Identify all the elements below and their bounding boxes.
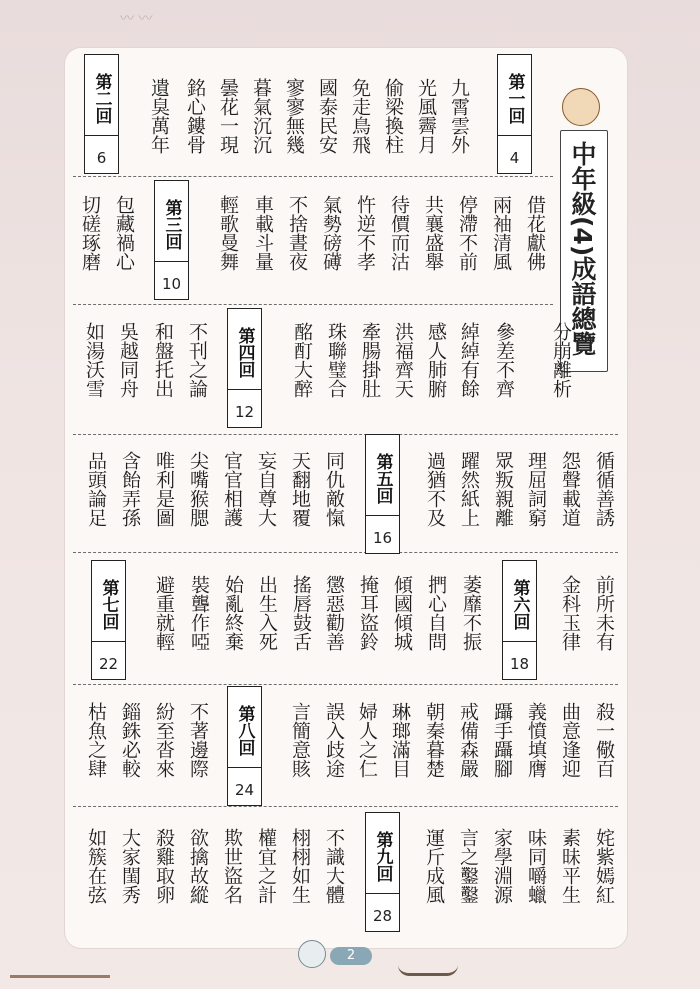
idiom: 如簇在弦: [85, 828, 107, 904]
idiom: 共襄盛舉: [422, 195, 444, 271]
chapter-title: 第九回: [366, 817, 399, 894]
idiom: 珠聯璧合: [325, 322, 347, 398]
idiom: 婦人之仁: [356, 702, 378, 778]
chapter-title: 第六回: [503, 565, 536, 642]
page-number: 2: [330, 947, 372, 965]
chapter-tag-6: [502, 560, 537, 680]
idiom: 循循善誘: [593, 451, 615, 527]
idiom: 掩耳盜鈴: [357, 575, 379, 651]
idiom: 紛至沓來: [153, 702, 175, 778]
idiom: 光風霽月: [415, 78, 437, 154]
chapter-page: 18: [509, 655, 530, 673]
idiom: 氣勢磅礡: [320, 195, 342, 271]
idiom: 言簡意賅: [289, 702, 311, 778]
idiom: 免走鳥飛: [349, 78, 371, 154]
idiom: 綽綽有餘: [458, 322, 480, 398]
section-divider: [73, 176, 553, 177]
idiom: 官官相護: [221, 451, 243, 527]
idiom: 分崩離析: [550, 322, 572, 398]
idiom: 朝秦暮楚: [423, 702, 445, 778]
chapter-tag-7: [91, 560, 126, 680]
idiom: 銘心鏤骨: [184, 78, 206, 154]
idiom: 味同嚼蠟: [525, 828, 547, 904]
idiom: 欲擒故縱: [187, 828, 209, 904]
idiom: 前所未有: [593, 575, 615, 651]
idiom: 運斤成風: [423, 828, 445, 904]
idiom: 言之鑿鑿: [457, 828, 479, 904]
idiom: 偷梁換柱: [382, 78, 404, 154]
idiom: 眾叛親離: [492, 451, 514, 527]
idiom: 牽腸掛肚: [359, 322, 381, 398]
idiom: 避重就輕: [153, 575, 175, 651]
boat-illustration: [398, 965, 458, 976]
chapter-title: 第八回: [228, 691, 261, 768]
idiom: 暮氣沉沉: [250, 78, 272, 154]
idiom: 躡手躡腳: [491, 702, 513, 778]
idiom: 酩酊大醉: [291, 322, 313, 398]
idiom: 大家閨秀: [119, 828, 141, 904]
chapter-page: 16: [372, 529, 393, 547]
idiom: 素昧平生: [559, 828, 581, 904]
top-bird-decoration: 〰 〰: [120, 11, 153, 27]
idiom: 怨聲載道: [559, 451, 581, 527]
idiom: 理屈詞窮: [525, 451, 547, 527]
idiom: 不刊之論: [186, 322, 208, 398]
idiom: 待價而沽: [388, 195, 410, 271]
chapter-title: 第五回: [366, 439, 399, 516]
idiom: 琳瑯滿目: [389, 702, 411, 778]
idiom: 裝聾作啞: [188, 575, 210, 651]
idiom: 始亂終棄: [222, 575, 244, 651]
idiom: 借花獻佛: [524, 195, 546, 271]
idiom: 切磋琢磨: [79, 195, 101, 271]
idiom: 遺臭萬年: [148, 78, 170, 154]
idiom: 含飴弄孫: [119, 451, 141, 527]
idiom: 曲意逢迎: [559, 702, 581, 778]
chapter-tag-3: [154, 180, 189, 300]
idiom: 姹紫嫣紅: [593, 828, 615, 904]
chapter-tag-5: [365, 434, 400, 554]
idiom: 九霄雲外: [448, 78, 470, 154]
idiom: 權宜之計: [255, 828, 277, 904]
chapter-page: 10: [161, 275, 182, 293]
chapter-title: 第二回: [85, 59, 118, 136]
chapter-page: 4: [509, 149, 520, 167]
chapter-page: 12: [234, 403, 255, 421]
idiom: 洪福齊天: [392, 322, 414, 398]
idiom: 懲惡勸善: [323, 575, 345, 651]
idiom: 欺世盜名: [221, 828, 243, 904]
section-divider: [73, 304, 553, 305]
idiom: 捫心自問: [425, 575, 447, 651]
idiom: 枯魚之肆: [85, 702, 107, 778]
idiom: 不捨晝夜: [286, 195, 308, 271]
idiom: 金科玉律: [559, 575, 581, 651]
chapter-tag-8: [227, 686, 262, 806]
chapter-page: 6: [96, 149, 107, 167]
idiom: 戒備森嚴: [457, 702, 479, 778]
idiom: 搖唇鼓舌: [290, 575, 312, 651]
idiom: 品頭論足: [85, 451, 107, 527]
idiom: 義憤填膺: [525, 702, 547, 778]
idiom: 栩栩如生: [289, 828, 311, 904]
idiom: 家學淵源: [491, 828, 513, 904]
chapter-title: 第四回: [228, 313, 261, 390]
section-divider: [73, 552, 618, 553]
temple-illustration: [10, 935, 110, 978]
idiom: 殺一儆百: [593, 702, 615, 778]
chapter-page: 24: [234, 781, 255, 799]
idiom: 曇花一現: [217, 78, 239, 154]
section-divider: [73, 806, 618, 807]
idiom: 和盤托出: [152, 322, 174, 398]
idiom: 忤逆不孝: [354, 195, 376, 271]
chapter-title: 第一回: [498, 59, 531, 136]
idiom: 萎靡不振: [460, 575, 482, 651]
idiom: 出生入死: [256, 575, 278, 651]
idiom: 躍然紙上: [458, 451, 480, 527]
idiom: 參差不齊: [493, 322, 515, 398]
chapter-title: 第七回: [92, 565, 125, 642]
idiom: 錙銖必較: [119, 702, 141, 778]
idiom: 包藏禍心: [113, 195, 135, 271]
idiom: 天翻地覆: [289, 451, 311, 527]
idiom: 唯利是圖: [153, 451, 175, 527]
idiom: 尖嘴猴腮: [187, 451, 209, 527]
section-divider: [73, 434, 618, 435]
idiom: 寥寥無幾: [283, 78, 305, 154]
chapter-page: 28: [372, 907, 393, 925]
idiom: 車載斗量: [252, 195, 274, 271]
chapter-tag-4: [227, 308, 262, 428]
idiom: 誤入歧途: [323, 702, 345, 778]
idiom: 停滯不前: [456, 195, 478, 271]
chapter-tag-1: [497, 54, 532, 174]
idiom: 如湯沃雪: [83, 322, 105, 398]
idiom: 傾國傾城: [391, 575, 413, 651]
cartoon-footer-icon: [298, 940, 326, 968]
idiom: 兩袖清風: [490, 195, 512, 271]
idiom: 感人肺腑: [425, 322, 447, 398]
chapter-title: 第三回: [155, 185, 188, 262]
idiom: 過猶不及: [424, 451, 446, 527]
idiom: 殺雞取卵: [153, 828, 175, 904]
chapter-page: 22: [98, 655, 119, 673]
chapter-tag-2: [84, 54, 119, 174]
section-divider: [73, 684, 618, 685]
idiom: 同仇敵愾: [323, 451, 345, 527]
idiom: 妄自尊大: [255, 451, 277, 527]
idiom: 不識大體: [323, 828, 345, 904]
cartoon-kid-icon: [562, 88, 600, 126]
chapter-tag-9: [365, 812, 400, 932]
idiom: 不著邊際: [187, 702, 209, 778]
idiom: 國泰民安: [316, 78, 338, 154]
idiom: 吳越同舟: [117, 322, 139, 398]
heading-title: 中年級(4)成語總覽: [568, 141, 597, 357]
idiom: 輕歌曼舞: [217, 195, 239, 271]
